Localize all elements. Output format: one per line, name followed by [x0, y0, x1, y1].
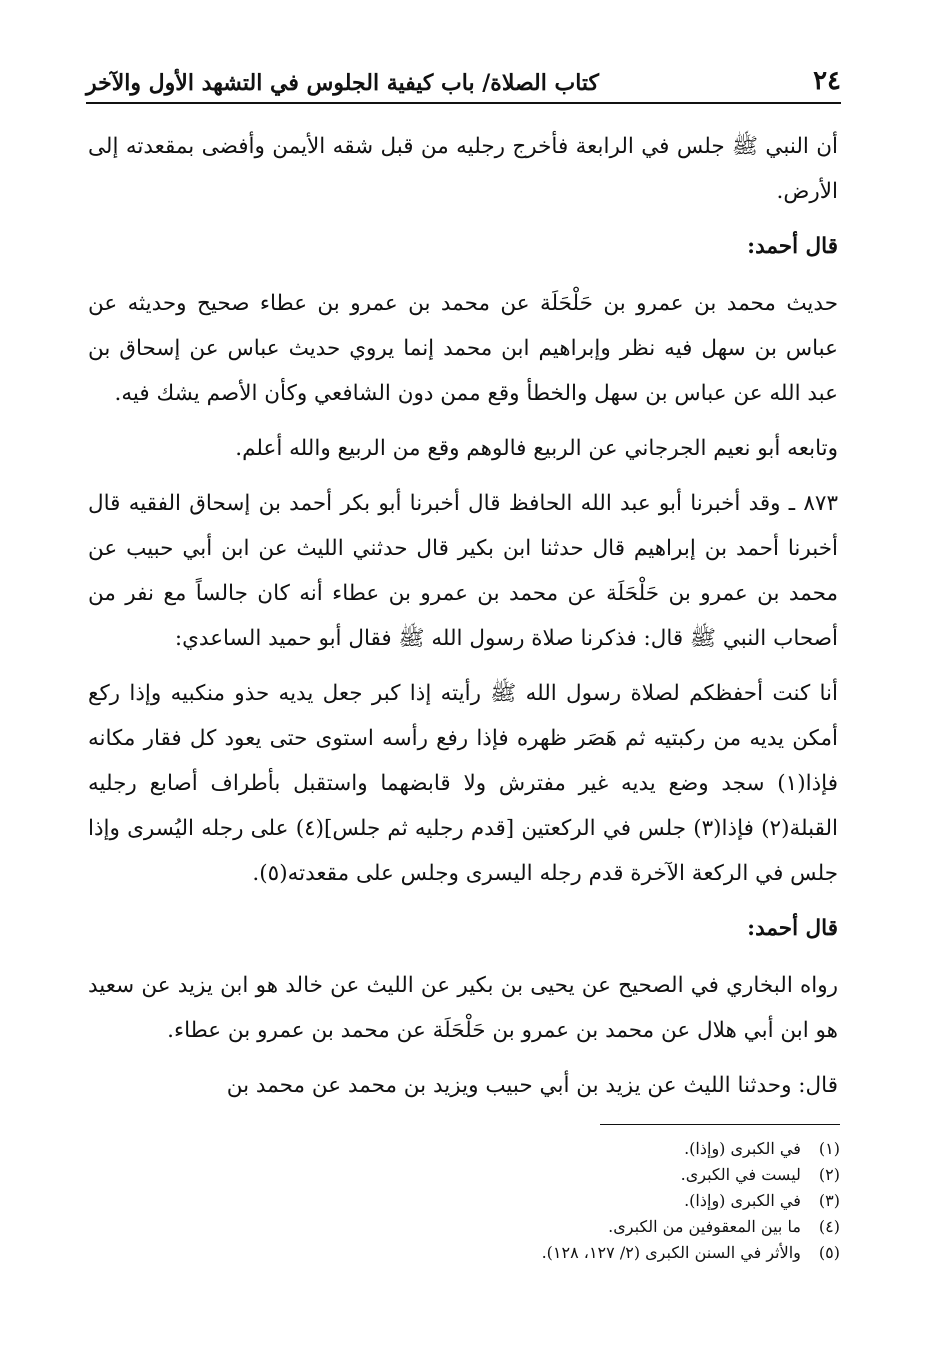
paragraph-bukhari: رواه البخاري في الصحيح عن يحيى بن بكير عن الليث عن خالد هو ابن يزيد عن سعيد هو ابن أبي هلال عن محمد بن عمرو بن حَلْحَلَة عن محمد بن عمرو بن عطاء. [88, 973, 838, 1043]
footnote-number: (٣) [818, 1191, 840, 1210]
footnote-number: (٥) [818, 1243, 840, 1262]
paragraph-follow-up: وتابعه أبو نعيم الجرجاني عن الربيع فالوهم وقع من الربيع والله أعلم. [235, 436, 838, 461]
footnote-item [100, 1188, 840, 1214]
page-header [86, 58, 841, 104]
paragraph-hadith-end: أن النبي ﷺ جلس في الرابعة فأخرج رجليه من قبل شقه الأيمن وأفضى بمقعدته إلى الأرض. [88, 134, 838, 204]
main-text [88, 124, 838, 1118]
page-number: ٢٤ [813, 66, 841, 96]
footnote-text: والأثر في السنن الكبرى (٢/ ١٢٧، ١٢٨). [541, 1243, 801, 1262]
paragraph-continuation: قال: وحدثنا الليث عن يزيد بن أبي حبيب ويزيد بن محمد عن محمد بن [226, 1073, 838, 1098]
paragraph-qala-ahmad-2: قال أحمد: [747, 916, 838, 941]
footnote-text: في الكبرى (وإذا). [684, 1191, 801, 1210]
footnote-item [100, 1162, 840, 1188]
footnotes [100, 1136, 840, 1266]
paragraph-abu-humaid: أنا كنت أحفظكم لصلاة رسول الله ﷺ رأيته إذا كبر جعل يديه حذو منكبيه وإذا ركع أمكن يديه من ركبتيه ثم هَصَر ظهره فإذا رفع رأسه استوى حتى يعود كل فقار مكانه فإذا(١) سجد وضع يديه غير مفترش ولا قابضهما واستقبل بأطراف أصابع رجليه القبلة(٢) فإذا(٣) جلس في الركعتين [قدم رجليه ثم جلس](٤) على رجله اليُسرى وإذا جلس في الركعة الآخرة قدم رجله اليسرى وجلس على مقعدته(٥). [88, 681, 838, 886]
footnote-text: ليست في الكبرى. [680, 1165, 801, 1184]
footnote-item [100, 1214, 840, 1240]
footnote-text: في الكبرى (وإذا). [684, 1139, 801, 1158]
footnote-divider [600, 1124, 840, 1125]
running-title: كتاب الصلاة/ باب كيفية الجلوس في التشهد الأول والآخر [86, 70, 600, 96]
footnote-number: (٢) [818, 1165, 840, 1184]
footnote-item [100, 1240, 840, 1266]
paragraph-commentary: حديث محمد بن عمرو بن حَلْحَلَة عن محمد بن عمرو بن عطاء صحيح وحديثه عن عباس بن سهل فيه نظر وإبراهيم ابن محمد إنما يروي حديث عباس عن إسحاق بن عبد الله عن عباس بن سهل والخطأ وقع ممن دون الشافعي وكأن الأصم يشك فيه. [88, 291, 838, 406]
footnote-number: (٤) [818, 1217, 840, 1236]
footnote-number: (١) [818, 1139, 840, 1158]
footnote-text: ما بين المعقوفين من الكبرى. [608, 1217, 801, 1236]
footnote-item [100, 1136, 840, 1162]
paragraph-hadith-873: ٨٧٣ ـ وقد أخبرنا أبو عبد الله الحافظ قال أخبرنا أبو بكر أحمد بن إسحاق الفقيه قال أخبرنا أحمد بن إبراهيم قال حدثنا ابن بكير قال حدثني الليث عن ابن أبي حبيب عن محمد بن عمرو بن حَلْحَلَة عن محمد بن عمرو بن عطاء أنه كان جالساً مع نفر من أصحاب النبي ﷺ قال: فذكرنا صلاة رسول الله ﷺ فقال أبو حميد الساعدي: [88, 491, 838, 651]
paragraph-qala-ahmad: قال أحمد: [747, 234, 838, 259]
